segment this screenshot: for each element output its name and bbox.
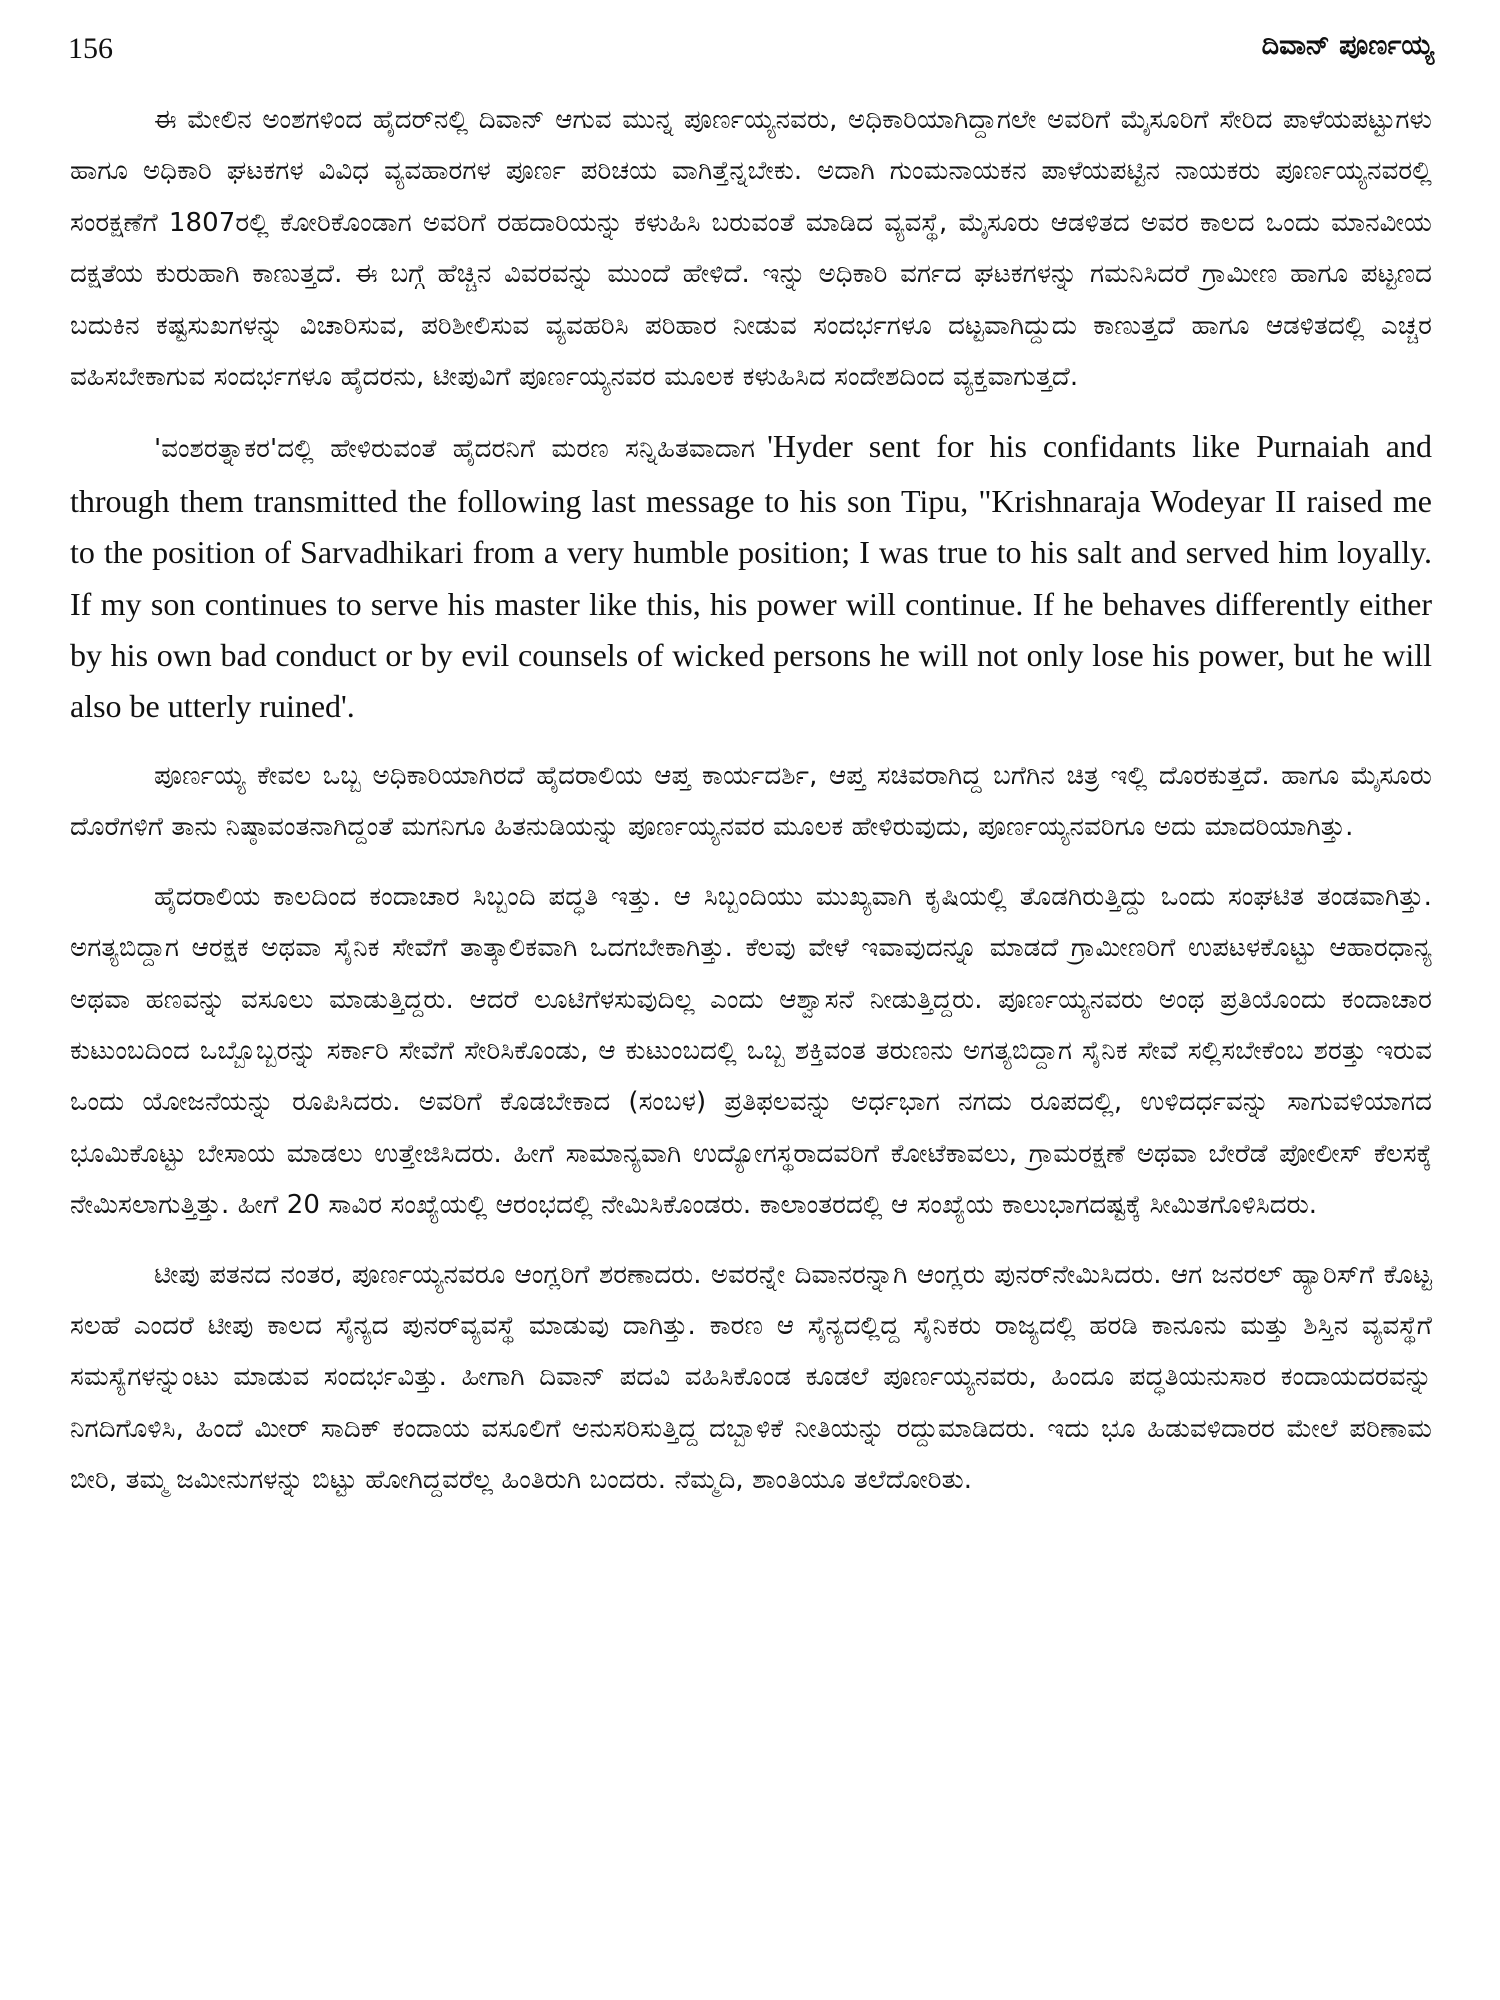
paragraph-2-kannada: 'ವಂಶರತ್ನಾಕರ'ದಲ್ಲಿ ಹೇಳಿರುವಂತೆ ಹೈದರನಿಗೆ ಮರಣ ಸನ್ನಿಹಿತವಾದಾಗ [154,434,756,465]
body-text [70,95,1432,1507]
paragraph-4: ಹೈದರಾಲಿಯ ಕಾಲದಿಂದ ಕಂದಾಚಾರ ಸಿಬ್ಬಂದಿ ಪದ್ಧತಿ ಇತ್ತು. ಆ ಸಿಬ್ಬಂದಿಯು ಮುಖ್ಯವಾಗಿ ಕೃಷಿಯಲ್ಲಿ ತೊಡಗಿರುತ್ತಿದ್ದು ಒಂದು ಸಂಘಟಿತ ತಂಡವಾಗಿತ್ತು. ಅಗತ್ಯಬಿದ್ದಾಗ ಆರಕ್ಷಕ ಅಥವಾ ಸೈನಿಕ ಸೇವೆಗೆ ತಾತ್ಕಾಲಿಕವಾಗಿ ಒದಗಬೇಕಾಗಿತ್ತು. ಕೆಲವು ವೇಳೆ ಇವಾವುದನ್ನೂ ಮಾಡದೆ ಗ್ರಾಮೀಣರಿಗೆ ಉಪಟಳಕೊಟ್ಟು ಆಹಾರಧಾನ್ಯ ಅಥವಾ ಹಣವನ್ನು ವಸೂಲು ಮಾಡುತ್ತಿದ್ದರು. ಆದರೆ ಲೂಟಿಗೆಳಸುವುದಿಲ್ಲ ಎಂದು ಆಶ್ವಾಸನೆ ನೀಡುತ್ತಿದ್ದರು. ಪೂರ್ಣಯ್ಯನವರು ಅಂಥ ಪ್ರತಿಯೊಂದು ಕಂದಾಚಾರ ಕುಟುಂಬದಿಂದ ಒಬ್ಬೊಬ್ಬರನ್ನು ಸರ್ಕಾರಿ ಸೇವೆಗೆ ಸೇರಿಸಿಕೊಂಡು, ಆ ಕುಟುಂಬದಲ್ಲಿ ಒಬ್ಬ ಶಕ್ತಿವಂತ ತರುಣನು ಅಗತ್ಯಬಿದ್ದಾಗ ಸೈನಿಕ ಸೇವೆ ಸಲ್ಲಿಸಬೇಕೆಂಬ ಶರತ್ತು ಇರುವ ಒಂದು ಯೋಜನೆಯನ್ನು ರೂಪಿಸಿದರು. ಅವರಿಗೆ ಕೊಡಬೇಕಾದ (ಸಂಬಳ) ಪ್ರತಿಫಲವನ್ನು ಅರ್ಧಭಾಗ ನಗದು ರೂಪದಲ್ಲಿ, ಉಳಿದರ್ಧವನ್ನು ಸಾಗುವಳಿಯಾಗದ ಭೂಮಿಕೊಟ್ಟು ಬೇಸಾಯ ಮಾಡಲು ಉತ್ತೇಜಿಸಿದರು. ಹೀಗೆ ಸಾಮಾನ್ಯವಾಗಿ ಉದ್ಯೋಗಸ್ಥರಾದವರಿಗೆ ಕೋಟೆಕಾವಲು, ಗ್ರಾಮರಕ್ಷಣೆ ಅಥವಾ ಬೇರೆಡೆ ಪೋಲೀಸ್ ಕೆಲಸಕ್ಕೆ ನೇಮಿಸಲಾಗುತ್ತಿತ್ತು. ಹೀಗೆ 20 ಸಾವಿರ ಸಂಖ್ಯೆಯಲ್ಲಿ ಆರಂಭದಲ್ಲಿ ನೇಮಿಸಿಕೊಂಡರು. ಕಾಲಾಂತರದಲ್ಲಿ ಆ ಸಂಖ್ಯೆಯ ಕಾಲುಭಾಗದಷ್ಟಕ್ಕೆ ಸೀಮಿತಗೊಳಿಸಿದರು. [70,881,1432,1221]
page-number: 156 [68,32,113,65]
running-title: ದಿವಾನ್ ಪೂರ್ಣಯ್ಯ [1261,30,1434,61]
paragraph-5: ಟೀಪು ಪತನದ ನಂತರ, ಪೂರ್ಣಯ್ಯನವರೂ ಆಂಗ್ಲರಿಗೆ ಶರಣಾದರು. ಅವರನ್ನೇ ದಿವಾನರನ್ನಾಗಿ ಆಂಗ್ಲರು ಪುನರ್‌ನೇಮಿಸಿದರು. ಆಗ ಜನರಲ್ ಹ್ಯಾರಿಸ್‌ಗೆ ಕೊಟ್ಟ ಸಲಹೆ ಎಂದರೆ ಟೀಪು ಕಾಲದ ಸೈನ್ಯದ ಪುನರ್‌ವ್ಯವಸ್ಥೆ ಮಾಡುವು ದಾಗಿತ್ತು. ಕಾರಣ ಆ ಸೈನ್ಯದಲ್ಲಿದ್ದ ಸೈನಿಕರು ರಾಜ್ಯದಲ್ಲಿ ಹರಡಿ ಕಾನೂನು ಮತ್ತು ಶಿಸ್ತಿನ ವ್ಯವಸ್ಥೆಗೆ ಸಮಸ್ಯೆಗಳನ್ನುಂಟು ಮಾಡುವ ಸಂದರ್ಭವಿತ್ತು. ಹೀಗಾಗಿ ದಿವಾನ್ ಪದವಿ ವಹಿಸಿಕೊಂಡ ಕೂಡಲೆ ಪೂರ್ಣಯ್ಯನವರು, ಹಿಂದೂ ಪದ್ಧತಿಯನುಸಾರ ಕಂದಾಯದರವನ್ನು ನಿಗದಿಗೊಳಿಸಿ, ಹಿಂದೆ ಮೀರ್ ಸಾದಿಕ್ ಕಂದಾಯ ವಸೂಲಿಗೆ ಅನುಸರಿಸುತ್ತಿದ್ದ ದಬ್ಬಾಳಿಕೆ ನೀತಿಯನ್ನು ರದ್ದುಮಾಡಿದರು. ಇದು ಭೂ ಹಿಡುವಳಿದಾರರ ಮೇಲೆ ಪರಿಣಾಮ ಬೀರಿ, ತಮ್ಮ ಜಮೀನುಗಳನ್ನು ಬಿಟ್ಟು ಹೋಗಿದ್ದವರೆಲ್ಲ ಹಿಂತಿರುಗಿ ಬಂದರು. ನೆಮ್ಮದಿ, ಶಾಂತಿಯೂ ತಲೆದೋರಿತು. [70,1259,1432,1496]
paragraph-2 [70,421,1432,732]
paragraph-3: ಪೂರ್ಣಯ್ಯ ಕೇವಲ ಒಬ್ಬ ಅಧಿಕಾರಿಯಾಗಿರದೆ ಹೈದರಾಲಿಯ ಆಪ್ತ ಕಾರ್ಯದರ್ಶಿ, ಆಪ್ತ ಸಚಿವರಾಗಿದ್ದ ಬಗೆಗಿನ ಚಿತ್ರ ಇಲ್ಲಿ ದೊರಕುತ್ತದೆ. ಹಾಗೂ ಮೈಸೂರು ದೊರೆಗಳಿಗೆ ತಾನು ನಿಷ್ಠಾವಂತನಾಗಿದ್ದಂತೆ ಮಗನಿಗೂ ಹಿತನುಡಿಯನ್ನು ಪೂರ್ಣಯ್ಯನವರ ಮೂಲಕ ಹೇಳಿರುವುದು, ಪೂರ್ಣಯ್ಯನವರಿಗೂ ಅದು ಮಾದರಿಯಾಗಿತ್ತು. [70,760,1432,843]
paragraph-1: ಈ ಮೇಲಿನ ಅಂಶಗಳಿಂದ ಹೈದರ್‌ನಲ್ಲಿ ದಿವಾನ್ ಆಗುವ ಮುನ್ನ ಪೂರ್ಣಯ್ಯನವರು, ಅಧಿಕಾರಿಯಾಗಿದ್ದಾಗಲೇ ಅವರಿಗೆ ಮೈಸೂರಿಗೆ ಸೇರಿದ ಪಾಳೆಯಪಟ್ಟುಗಳು ಹಾಗೂ ಅಧಿಕಾರಿ ಘಟಕಗಳ ವಿವಿಧ ವ್ಯವಹಾರಗಳ ಪೂರ್ಣ ಪರಿಚಯ ವಾಗಿತ್ತೆನ್ನಬೇಕು. ಅದಾಗಿ ಗುಂಮನಾಯಕನ ಪಾಳೆಯಪಟ್ಟಿನ ನಾಯಕರು ಪೂರ್ಣಯ್ಯನವರಲ್ಲಿ ಸಂರಕ್ಷಣೆಗೆ 1807ರಲ್ಲಿ ಕೋರಿಕೊಂಡಾಗ ಅವರಿಗೆ ರಹದಾರಿಯನ್ನು ಕಳುಹಿಸಿ ಬರುವಂತೆ ಮಾಡಿದ ವ್ಯವಸ್ಥೆ, ಮೈಸೂರು ಆಡಳಿತದ ಅವರ ಕಾಲದ ಒಂದು ಮಾನವೀಯ ದಕ್ಷತೆಯ ಕುರುಹಾಗಿ ಕಾಣುತ್ತದೆ. ಈ ಬಗ್ಗೆ ಹೆಚ್ಚಿನ ವಿವರವನ್ನು ಮುಂದೆ ಹೇಳಿದೆ. ಇನ್ನು ಅಧಿಕಾರಿ ವರ್ಗದ ಘಟಕಗಳನ್ನು ಗಮನಿಸಿದರೆ ಗ್ರಾಮೀಣ ಹಾಗೂ ಪಟ್ಟಣದ ಬದುಕಿನ ಕಷ್ಟಸುಖಗಳನ್ನು ವಿಚಾರಿಸುವ, ಪರಿಶೀಲಿಸುವ ವ್ಯವಹರಿಸಿ ಪರಿಹಾರ ನೀಡುವ ಸಂದರ್ಭಗಳೂ ದಟ್ಟವಾಗಿದ್ದುದು ಕಾಣುತ್ತದೆ ಹಾಗೂ ಆಡಳಿತದಲ್ಲಿ ಎಚ್ಚರ ವಹಿಸಬೇಕಾಗುವ ಸಂದರ್ಭಗಳೂ ಹೈದರನು, ಟೀಪುವಿಗೆ ಪೂರ್ಣಯ್ಯನವರ ಮೂಲಕ ಕಳುಹಿಸಿದ ಸಂದೇಶದಿಂದ ವ್ಯಕ್ತವಾಗುತ್ತದೆ. [70,105,1432,393]
paragraph-2-quote: 'Hyder sent for his confidants like Purnaiah and through them transmitted the following last message to his son Tipu, "Krishnaraja Wodeyar II raised me to the position of Sarvadhikari from a very humble position; I was true to his salt and served him loyally. If my son continues to serve his master like this, his power will continue. If he behaves differently either by his own bad conduct or by evil counsels of wicked persons he will not only lose his power, but he will also be utterly ruined'. [70,428,1432,725]
